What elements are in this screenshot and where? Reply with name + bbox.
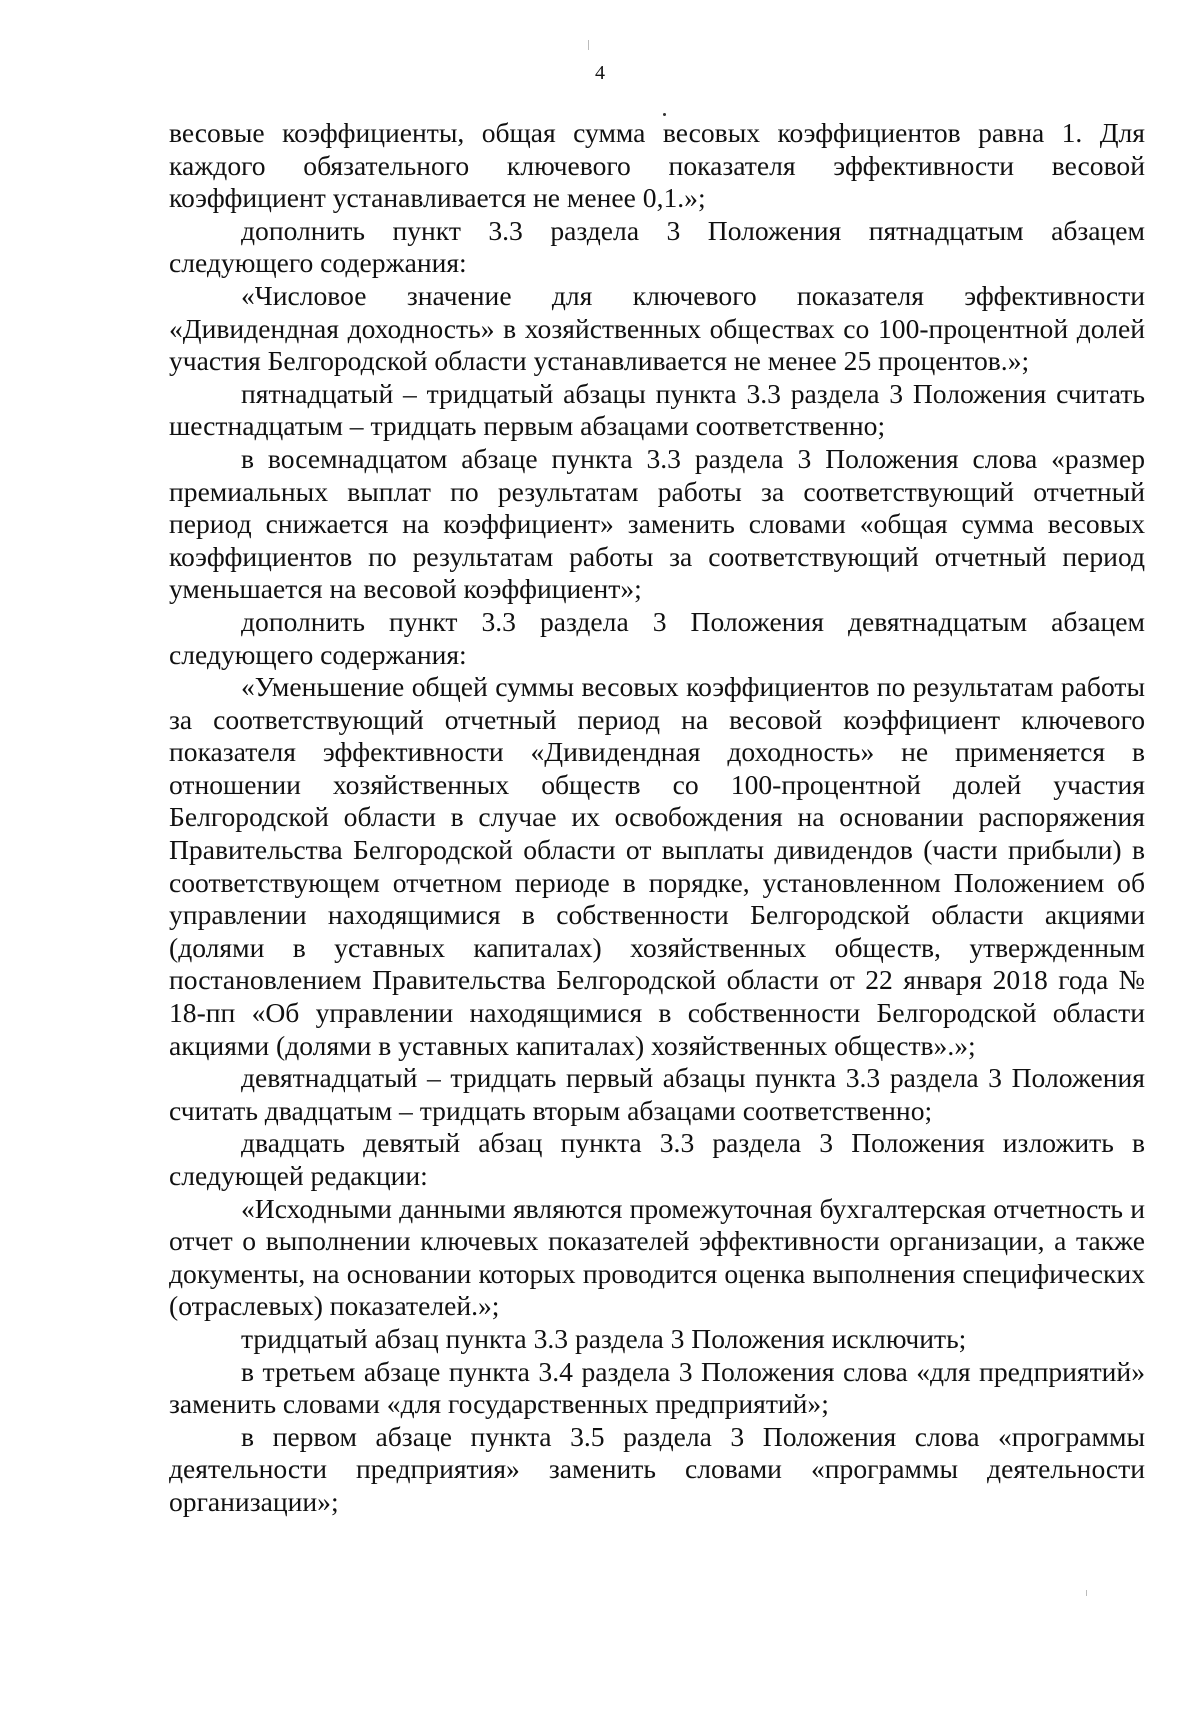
scan-artifact [1086, 1590, 1087, 1596]
paragraph: дополнить пункт 3.3 раздела 3 Положения пятнадцатым абзацем следующего содержания: [169, 214, 1145, 279]
page-number: 4 [595, 62, 605, 84]
paragraph: тридцатый абзац пункта 3.3 раздела 3 Положения исключить; [241, 1322, 967, 1354]
paragraph: дополнить пункт 3.3 раздела 3 Положения девятнадцатым абзацем следующего содержания: [169, 605, 1145, 670]
paragraph: в третьем абзаце пункта 3.4 раздела 3 Положения слова «для предприятий» заменить словами «для государственных предприятий»; [169, 1355, 1145, 1420]
paragraph: «Исходными данными являются промежуточная бухгалтерская отчетность и отчет о выполнении ключевых показателей эффективности организации, а также документы, на основании которых проводится оценка выполнения специфических (отраслевых) показателей.»; [169, 1192, 1145, 1322]
paragraph: в первом абзаце пункта 3.5 раздела 3 Положения слова «программы деятельности предприятия» заменить словами «программы деятельности организации»; [169, 1420, 1145, 1517]
scan-artifact [663, 113, 666, 116]
paragraph: двадцать девятый абзац пункта 3.3 раздела 3 Положения изложить в следующей редакции: [169, 1127, 1145, 1191]
paragraph: в восемнадцатом абзаце пункта 3.3 раздела 3 Положения слова «размер премиальных выплат по результатам работы за соответствующий отчетный период снижается на коэффициент» заменить словами «общая сумма весовых коэффициентов по результатам работы за соответствующий отчетный период уменьшается на весовой коэффициент»; [169, 442, 1145, 605]
paragraph: «Числовое значение для ключевого показателя эффективности «Дивидендная доходность» в хозяйственных обществах со 100-процентной долей участия Белгородской области устанавливается не менее 25 процентов.»; [169, 279, 1145, 377]
paragraph: девятнадцатый – тридцать первый абзацы пункта 3.3 раздела 3 Положения считать двадцатым – тридцать вторым абзацами соответственно; [169, 1062, 1145, 1126]
scan-artifact [588, 40, 589, 50]
document-body [169, 117, 1145, 1519]
paragraph: весовые коэффициенты, общая сумма весовых коэффициентов равна 1. Для каждого обязательного ключевого показателя эффективности весовой коэффициент устанавливается не менее 0,1.»; [169, 117, 1145, 214]
paragraph: «Уменьшение общей суммы весовых коэффициентов по результатам работы за соответствующий отчетный период на весовой коэффициент ключевого показателя эффективности «Дивидендная доходность» не применяется в отношении хозяйственных обществ со 100-процентной долей участия Белгородской области в случае их освобождения на основании распоряжения Правительства Белгородской области от выплаты дивидендов (части прибыли) в соответствующем отчетном периоде в порядке, установленном Положением об управлении находящимися в собственности Белгородской области акциями (долями в уставных капиталах) хозяйственных обществ, утвержденным постановлением Правительства Белгородской области от 22 января 2018 года № 18-пп «Об управлении находящимися в собственности Белгородской области акциями (долями в уставных капиталах) хозяйственных обществ».»; [169, 671, 1145, 1061]
paragraph: пятнадцатый – тридцатый абзацы пункта 3.3 раздела 3 Положения считать шестнадцатым – тридцать первым абзацами соответственно; [169, 377, 1145, 442]
